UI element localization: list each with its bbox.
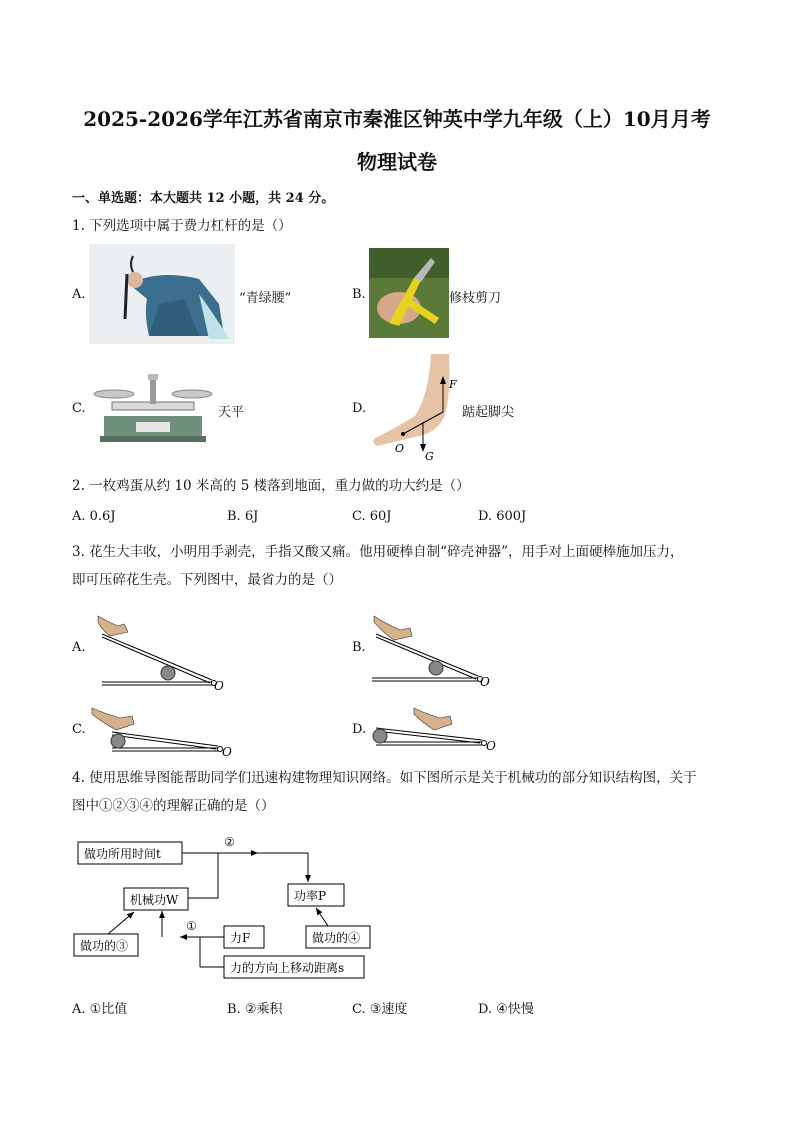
pivot-label-b: O: [480, 675, 490, 689]
dancer-photo: [89, 244, 235, 344]
foot-pivot-label: O: [395, 442, 405, 455]
q2-option-c[interactable]: C. 60J: [352, 509, 392, 524]
pruning-shears-photo: [369, 248, 449, 338]
lever-diagram-b: [366, 600, 516, 692]
q2-option-a[interactable]: A. 0.6J: [72, 509, 116, 524]
q4-stem-line1: 4. 使用思维导图能帮助同学们迅速构建物理知识网络。如下图所示是关于机械功的部分知识结构图，关于: [72, 770, 697, 786]
q3-stem-line2: 即可压碎花生壳。下列图中，最省力的是（）: [72, 572, 342, 588]
lever-diagram-a: [88, 600, 238, 692]
q4-stem-line2: 图中①②③④的理解正确的是（）: [72, 798, 275, 814]
q2-stem: 2. 一枚鸡蛋从约 10 米高的 5 楼落到地面，重力做的功大约是（）: [72, 478, 470, 494]
q3-option-d[interactable]: D.: [352, 722, 367, 737]
q1-option-a-caption: “青绿腰”: [239, 291, 292, 306]
q1-option-a-letter[interactable]: A.: [72, 287, 86, 302]
q1-stem: 1. 下列选项中属于费力杠杆的是（）: [72, 218, 292, 234]
mark-1: ①: [186, 919, 197, 933]
q4-option-a[interactable]: A. ①比值: [72, 1002, 128, 1017]
q1-option-c-letter[interactable]: C.: [72, 401, 86, 416]
mechanical-work-mind-map: [72, 830, 382, 986]
q1-option-d-letter[interactable]: D.: [352, 401, 367, 416]
q3-option-c[interactable]: C.: [72, 722, 86, 737]
pivot-label-a: O: [214, 679, 224, 692]
pivot-label-c: O: [222, 745, 232, 759]
q3-stem-line1: 3. 花生大丰收，小明用手剥壳，手指又酸又痛。他用硬棒自制“碎壳神器”，用手对上面硬棒施加压力，: [72, 544, 684, 560]
foot-gravity-label: G: [425, 450, 434, 463]
node-distance: 力的方向上移动距离s: [230, 961, 345, 975]
foot-force-label: F: [449, 378, 457, 391]
q1-option-d-caption: 踮起脚尖: [462, 405, 515, 420]
mark-2: ②: [224, 835, 235, 849]
node-power: 功率P: [294, 889, 327, 903]
node-box3: 做功的③: [80, 939, 129, 953]
q1-option-c-caption: 天平: [218, 405, 245, 420]
node-time: 做功所用时间t: [84, 847, 161, 861]
q2-option-d[interactable]: D. 600J: [478, 509, 527, 524]
foot-tiptoe-diagram: [369, 354, 461, 464]
q1-option-b-caption: 修枝剪刀: [449, 291, 502, 306]
node-force: 力F: [230, 931, 251, 945]
q2-option-b[interactable]: B. 6J: [227, 509, 259, 524]
node-work: 机械功W: [130, 893, 179, 907]
page-title: 2025-2026学年江苏省南京市秦淮区钟英中学九年级（上）10月月考: [83, 107, 711, 131]
balance-scale-photo: [92, 372, 214, 444]
q4-option-d[interactable]: D. ④快慢: [478, 1002, 534, 1017]
q4-option-c[interactable]: C. ③速度: [352, 1002, 408, 1017]
node-box4: 做功的④: [312, 931, 361, 945]
q3-option-a[interactable]: A.: [72, 640, 86, 655]
pivot-label-d: O: [486, 739, 496, 753]
q3-option-b[interactable]: B.: [352, 640, 366, 655]
page-subtitle: 物理试卷: [357, 150, 437, 174]
section-header: 一、单选题：本大题共 12 小题，共 24 分。: [72, 191, 335, 206]
lever-diagram-d: [366, 700, 516, 760]
q1-option-b-letter[interactable]: B.: [352, 287, 366, 302]
lever-diagram-c: [88, 700, 238, 760]
q4-option-b[interactable]: B. ②乘积: [227, 1002, 283, 1017]
